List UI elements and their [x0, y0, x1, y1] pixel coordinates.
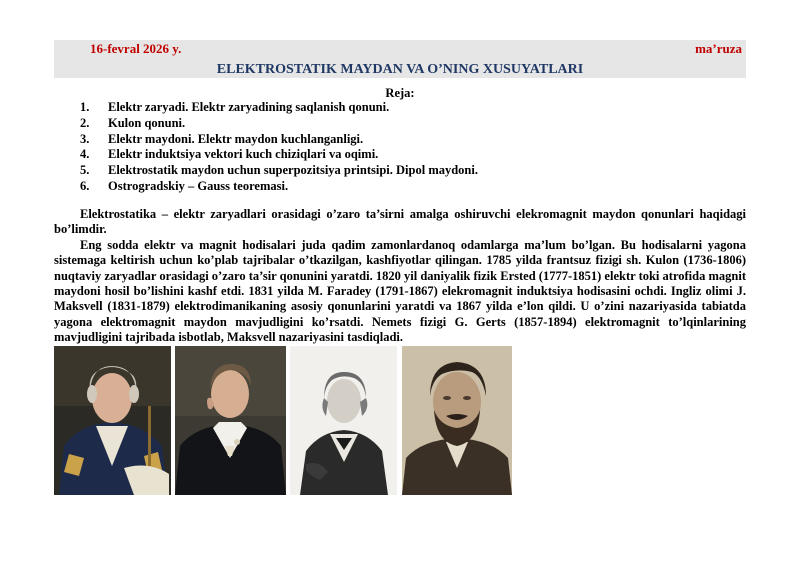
plan-item [80, 147, 478, 163]
plan-title: Reja: [385, 86, 415, 100]
portrait-coulomb [54, 346, 171, 495]
plan-item [80, 179, 478, 195]
plan-item [80, 116, 478, 132]
plan-item-number: 6. [80, 178, 90, 193]
plan-item-number: 1. [80, 100, 90, 114]
plan-item-number: 4. [80, 147, 90, 162]
plan-list [80, 100, 478, 195]
plan-item-text: Kulon qonuni. [108, 115, 186, 130]
document-title: ELEKTROSTATIK MAYDAN VA O’NING XUSUYATLARI [216, 62, 584, 77]
plan-item-text: Ostrogradskiy – Gauss teoremasi. [108, 178, 289, 193]
plan-item [80, 132, 478, 148]
header-date: 16-fevral 2026 y. [90, 41, 182, 56]
plan-item-text: Elektr induktsiya vektori kuch chiziqlari va oqimi. [108, 147, 379, 162]
portrait-oersted [175, 346, 286, 495]
paragraph-definition: Elektrostatika – elektr zaryadlari orasidagi o’zaro ta’sirni amalga oshiruvchi elekromagnit maydon qonunlari haqidagi bo’limdir. [54, 207, 746, 237]
plan-item-text: Elektrostatik maydon uchun superpozitsiya printsipi. Dipol maydoni. [108, 163, 478, 178]
portrait-faraday [290, 346, 397, 495]
body-text [54, 207, 746, 346]
plan-item [80, 100, 478, 116]
plan-item-text: Elektr maydoni. Elektr maydon kuchlanganligi. [108, 131, 364, 146]
plan-item-number: 3. [80, 131, 90, 146]
header-type: ma’ruza [695, 41, 742, 56]
plan-item-text: Elektr zaryadi. Elektr zaryadining saqlanish qonuni. [108, 100, 390, 114]
plan-item-number: 5. [80, 163, 90, 178]
plan-item [80, 163, 478, 179]
paragraph-history: Eng sodda elektr va magnit hodisalari juda qadim zamonlardanoq odamlarga ma’lum bo’lgan. Bu hodisalarni yagona sistemaga keltirish uchun ko’plab tajribalar o’tkazilgan, kashfiyotlar qilingan. 1785 yilda frantsuz fizigi sh. Kulon (1736-1806) nuqtaviy zaryadlar orasidagi o’zaro ta’sir qonunini yaratdi. 1820 yil daniyalik fizik Ersted (1777-1851) elektr toki atrofida magnit maydoni hosil bo’lishini kashf etdi. 1831 yilda M. Faradey (1791-1867) elekromagnit induktsiya hodisasini ochdi. Ingliz olimi J. Maksvell (1831-1879) elektrodimanikaning asosiy qonunlarini yaratdi va 1867 yilda e’lon qildi. U o’zini nazariyasida tabiatda yagona elektromagnit maydon mavjudligini ko’rsatdi. Nemets fizigi G. Gerts (1857-1894) elektromagnit to’lqinlarining mavjudligini tajribada isbotlab, Maksvell nazariyasini tasdiqladi. [54, 237, 746, 345]
plan-item-number: 2. [80, 115, 90, 130]
portrait-hertz [402, 346, 512, 495]
